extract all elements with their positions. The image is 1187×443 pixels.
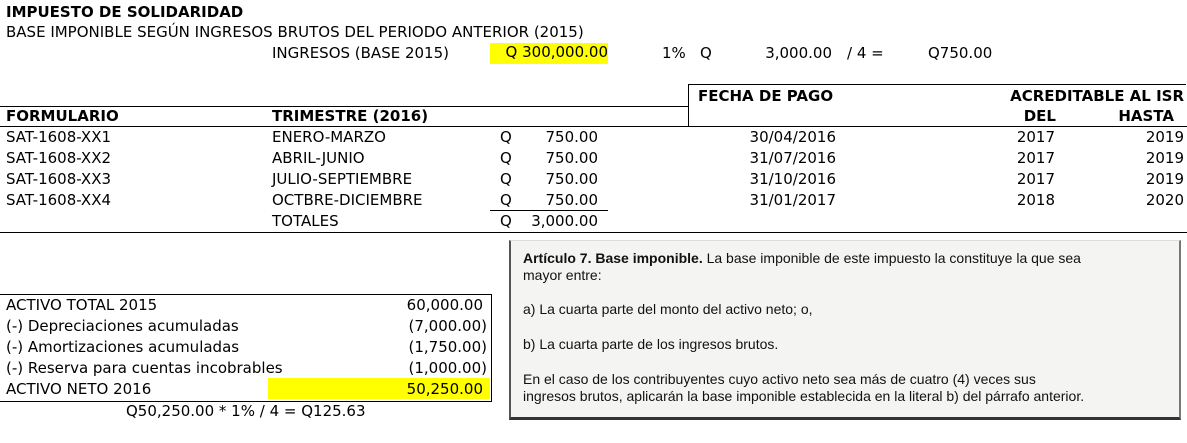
row-hasta: 2019	[1145, 170, 1184, 188]
totals-currency: Q	[500, 212, 512, 230]
ingresos-amount: Q 300,000.00	[490, 43, 608, 64]
fecha-header-left-border	[688, 84, 689, 127]
articulo-heading: Artículo 7. Base imponible.	[523, 250, 703, 266]
row-currency: Q	[500, 191, 512, 209]
totals-top-border	[490, 210, 608, 211]
articulo-excerpt	[509, 240, 1181, 420]
row-monto: 750.00	[545, 128, 598, 146]
row-currency: Q	[500, 128, 512, 146]
col-trimestre-header: TRIMESTRE (2016)	[272, 107, 429, 125]
document-title: IMPUESTO DE SOLIDARIDAD	[6, 3, 244, 21]
row-fecha: 31/10/2016	[749, 170, 836, 188]
articulo-intro-text: La base imponible de este impuesto la constituye la que sea	[706, 250, 1081, 266]
activo-row-value: (1,750.00)	[408, 338, 487, 356]
activo-row-value: (7,000.00)	[408, 317, 487, 335]
articulo-closing-line2: ingresos brutos, aplicarán la base imponible establecida en la literal b) del párrafo anterior.	[523, 388, 1085, 404]
activo-row-value: (1,000.00)	[408, 359, 487, 377]
row-currency: Q	[500, 170, 512, 188]
row-del: 2017	[1016, 149, 1055, 167]
fecha-header-top-border	[688, 84, 1186, 85]
totals-value: 3,000.00	[531, 212, 598, 230]
table-header-bottom-border	[0, 126, 1187, 127]
ingresos-quarterly: Q750.00	[928, 44, 993, 62]
ingresos-divisor: / 4 =	[847, 44, 884, 62]
activo-row-label: (-) Amortizaciones acumuladas	[6, 338, 240, 356]
row-del: 2018	[1016, 191, 1055, 209]
row-hasta: 2020	[1145, 191, 1184, 209]
activo-row-label: ACTIVO NETO 2016	[6, 380, 152, 398]
col-acreditable-header: ACREDITABLE AL ISR	[1010, 87, 1184, 105]
row-fecha: 30/04/2016	[749, 128, 836, 146]
row-formulario: SAT-1608-XX3	[6, 170, 112, 188]
activo-formula: Q50,250.00 * 1% / 4 = Q125.63	[126, 402, 366, 420]
activo-row-value: 60,000.00	[406, 296, 483, 314]
articulo-item-b: b) La cuarta parte de los ingresos brutos.	[523, 336, 779, 352]
row-monto: 750.00	[545, 191, 598, 209]
row-hasta: 2019	[1145, 128, 1184, 146]
row-fecha: 31/07/2016	[749, 149, 836, 167]
ingresos-result: 3,000.00	[765, 44, 832, 62]
totals-label: TOTALES	[272, 212, 339, 230]
activo-row-label: (-) Reserva para cuentas incobrables	[6, 359, 283, 377]
document-subtitle: BASE IMPONIBLE SEGÚN INGRESOS BRUTOS DEL PERIODO ANTERIOR (2015)	[6, 23, 584, 41]
col-formulario-header: FORMULARIO	[6, 107, 119, 125]
row-trimestre: ABRIL-JUNIO	[272, 149, 365, 167]
col-hasta-header: HASTA	[1118, 107, 1174, 125]
activo-row-label: ACTIVO TOTAL 2015	[6, 296, 158, 314]
col-fecha-header: FECHA DE PAGO	[698, 87, 834, 105]
row-currency: Q	[500, 149, 512, 167]
table-bottom-border	[0, 232, 1187, 233]
row-monto: 750.00	[545, 170, 598, 188]
articulo-intro-line2: mayor entre:	[523, 267, 602, 283]
articulo-item-a: a) La cuarta parte del monto del activo neto; o,	[523, 301, 813, 317]
row-formulario: SAT-1608-XX2	[6, 149, 112, 167]
row-fecha: 31/01/2017	[749, 191, 836, 209]
row-trimestre: JULIO-SEPTIEMBRE	[272, 170, 413, 188]
articulo-closing-line1: En el caso de los contribuyentes cuyo activo neto sea más de cuatro (4) veces sus	[523, 371, 1036, 387]
row-hasta: 2019	[1145, 149, 1184, 167]
activo-row-label: (-) Depreciaciones acumuladas	[6, 317, 239, 335]
row-formulario: SAT-1608-XX1	[6, 128, 112, 146]
ingresos-rate: 1%	[662, 44, 686, 62]
col-del-header: DEL	[1023, 107, 1056, 125]
row-trimestre: ENERO-MARZO	[272, 128, 386, 146]
row-del: 2017	[1016, 170, 1055, 188]
activo-row-value: 50,250.00	[406, 380, 483, 398]
row-monto: 750.00	[545, 149, 598, 167]
row-formulario: SAT-1608-XX4	[6, 191, 112, 209]
row-del: 2017	[1016, 128, 1055, 146]
articulo-intro	[523, 250, 1081, 267]
ingresos-label: INGRESOS (BASE 2015)	[272, 44, 449, 62]
ingresos-currency: Q	[700, 44, 712, 62]
row-trimestre: OCTBRE-DICIEMBRE	[272, 191, 423, 209]
